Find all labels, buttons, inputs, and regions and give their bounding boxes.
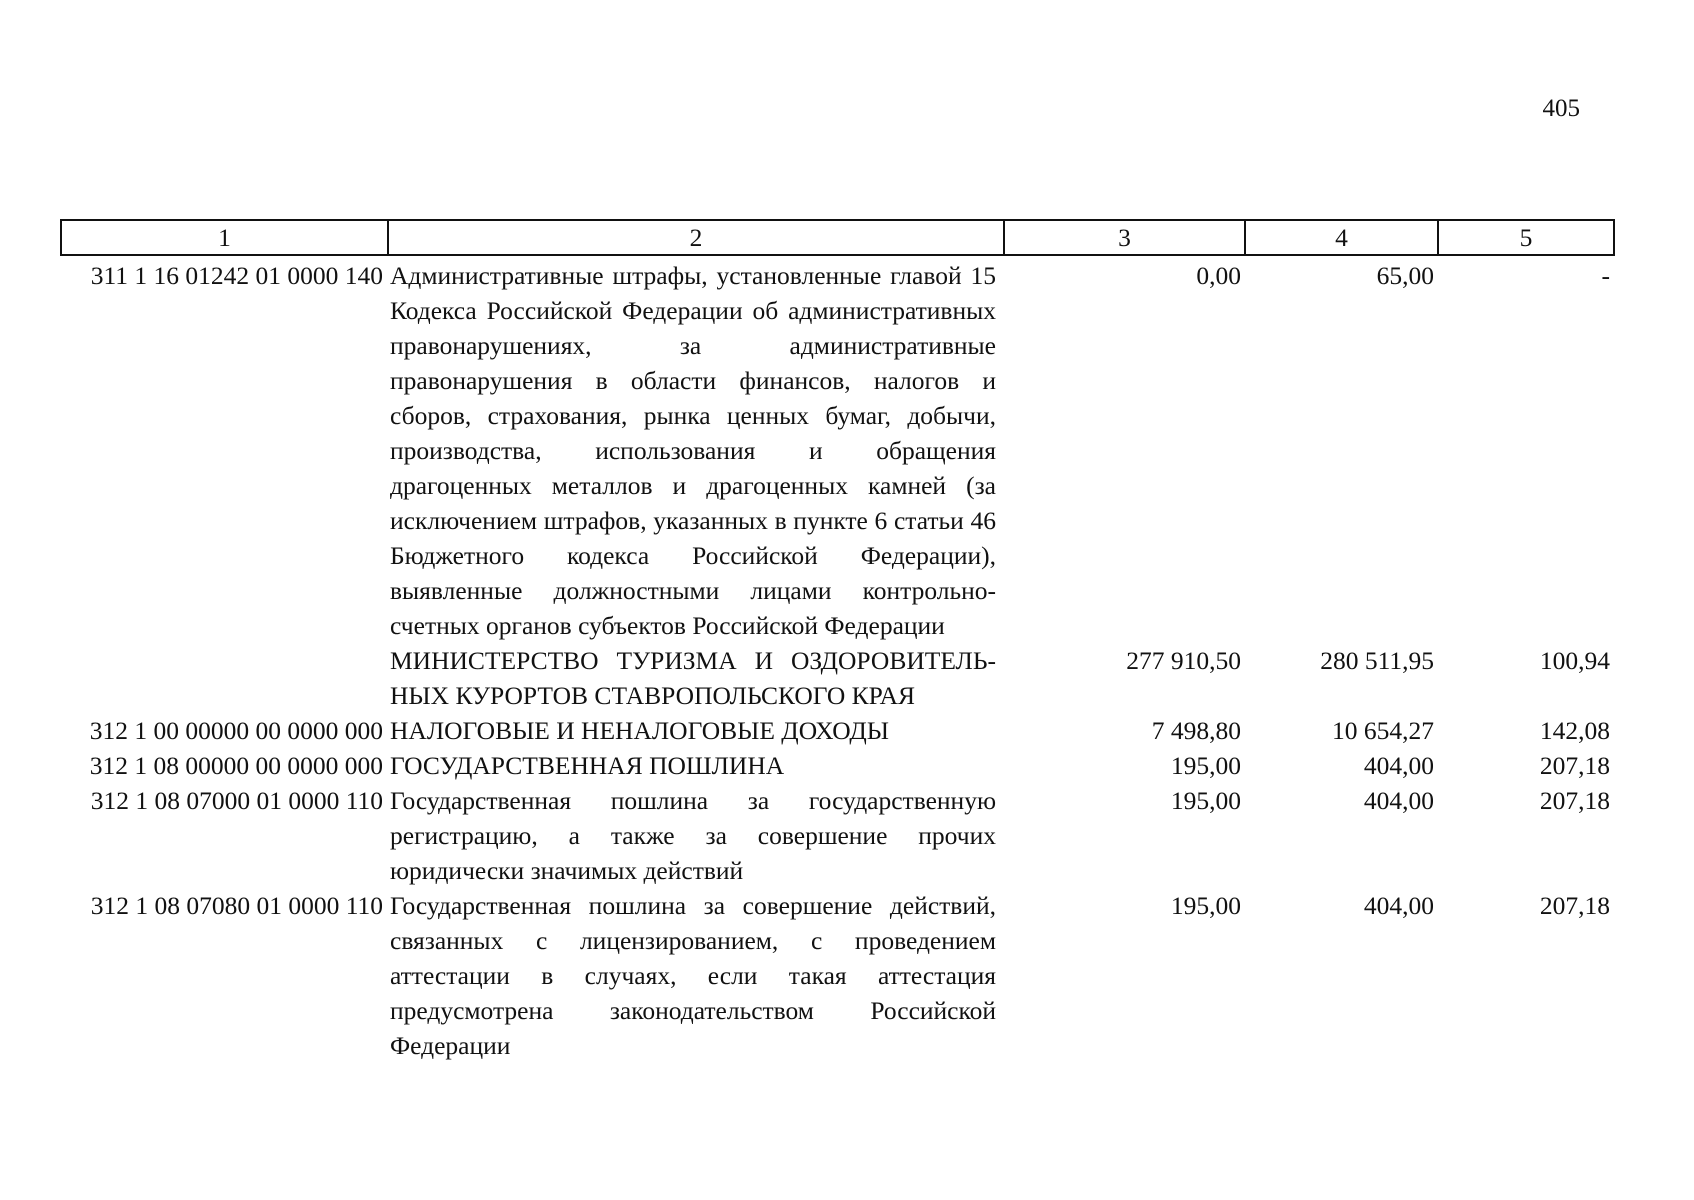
page-number: 405: [1542, 95, 1580, 122]
row-code: 312 1 08 00000 00 0000 000: [89, 751, 383, 780]
row-value-col3: 195,00: [1170, 751, 1241, 780]
revenue-table-container: [60, 219, 1613, 1063]
table-row: [61, 643, 1614, 713]
revenue-table: [60, 219, 1615, 1063]
row-name: ГОСУДАРСТВЕННАЯ ПОШЛИНА: [390, 751, 785, 780]
row-name: Административные штрафы, установленные главой 15 Кодекса Российской Федерации об административных правонарушениях, за административные правонарушения в области финансов, налогов и сборов, страхования, рынка ценных бумаг, добычи, производства, использования и обращения драгоценных металлов и драгоценных камней (за исключением штрафов, указанных в пункте 6 статьи 46 Бюджетного кодекса Российской Федерации), выявленные должностными лицами контрольно-счетных органов субъектов Российской Федерации: [390, 261, 996, 640]
row-value-col5: 207,18: [1539, 891, 1610, 920]
header-col-4: 4: [1245, 220, 1438, 255]
row-code: 312 1 08 07000 01 0000 110: [90, 786, 383, 815]
header-col-3: 3: [1004, 220, 1245, 255]
header-col-1: 1: [61, 220, 388, 255]
table-row: [61, 783, 1614, 888]
header-row: [61, 220, 1614, 255]
table-row: [61, 255, 1614, 643]
header-col-2: 2: [388, 220, 1004, 255]
row-value-col4: 404,00: [1363, 891, 1434, 920]
row-code: 311 1 16 01242 01 0000 140: [90, 261, 383, 290]
row-code: 312 1 08 07080 01 0000 110: [90, 891, 383, 920]
row-value-col3: 277 910,50: [1126, 646, 1241, 675]
row-value-col3: 7 498,80: [1151, 716, 1241, 745]
table-row: [61, 748, 1614, 783]
row-value-col4: 404,00: [1363, 751, 1434, 780]
row-value-col3: 195,00: [1170, 891, 1241, 920]
row-value-col3: 0,00: [1196, 261, 1241, 290]
row-code: 312 1 00 00000 00 0000 000: [89, 716, 383, 745]
row-code: [61, 643, 388, 713]
row-value-col4: 10 654,27: [1332, 716, 1434, 745]
row-value-col5: 142,08: [1539, 716, 1610, 745]
row-value-col5: 207,18: [1539, 786, 1610, 815]
row-value-col5: -: [1601, 261, 1610, 290]
row-value-col5: 100,94: [1539, 646, 1610, 675]
row-value-col4: 65,00: [1376, 261, 1434, 290]
row-value-col5: 207,18: [1539, 751, 1610, 780]
row-name: Государственная пошлина за государственную регистрацию, а также за совершение прочих юридически значимых действий: [390, 786, 996, 885]
table-row: [61, 888, 1614, 1063]
header-col-5: 5: [1438, 220, 1614, 255]
row-name: Государственная пошлина за совершение действий, связанных с лицензированием, с проведением аттестации в случаях, если такая аттестация предусмотрена законодательством Российской Федерации: [390, 891, 996, 1060]
table-header: [61, 220, 1614, 255]
row-value-col4: 404,00: [1363, 786, 1434, 815]
row-value-col3: 195,00: [1170, 786, 1241, 815]
row-value-col4: 280 511,95: [1320, 646, 1434, 675]
table-body: [61, 255, 1614, 1063]
table-row: [61, 713, 1614, 748]
row-name: НАЛОГОВЫЕ И НЕНАЛОГОВЫЕ ДОХОДЫ: [390, 716, 890, 745]
row-name: МИНИСТЕРСТВО ТУРИЗМА И ОЗДОРОВИТЕЛЬ-НЫХ КУРОРТОВ СТАВРОПОЛЬСКОГО КРАЯ: [390, 646, 996, 710]
